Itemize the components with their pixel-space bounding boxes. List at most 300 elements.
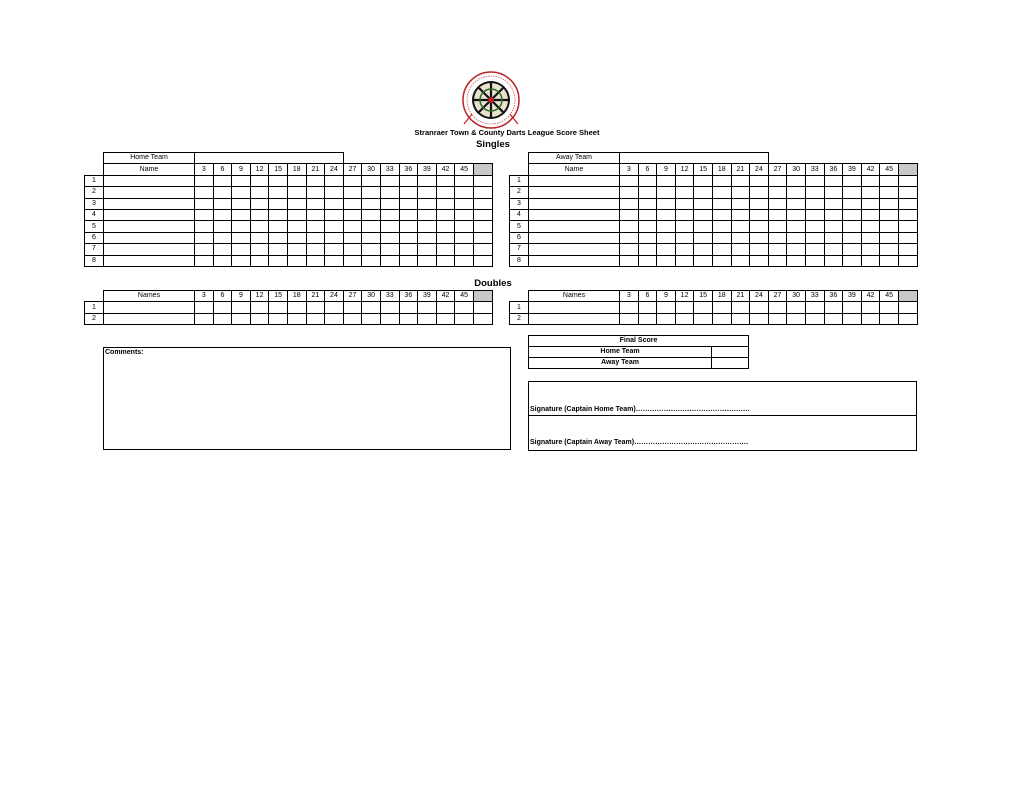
score-cell[interactable] xyxy=(418,313,437,324)
score-cell[interactable] xyxy=(306,244,325,255)
player-name-cell[interactable] xyxy=(529,255,620,266)
score-cell[interactable] xyxy=(455,209,474,220)
score-cell[interactable] xyxy=(731,302,750,313)
score-cell[interactable] xyxy=(325,221,344,232)
score-cell[interactable] xyxy=(843,209,862,220)
score-cell[interactable] xyxy=(712,302,731,313)
score-cell[interactable] xyxy=(269,175,288,186)
score-cell[interactable] xyxy=(250,255,269,266)
score-cell[interactable] xyxy=(824,302,843,313)
score-cell[interactable] xyxy=(380,198,399,209)
player-name-cell[interactable] xyxy=(104,302,195,313)
score-cell[interactable] xyxy=(306,198,325,209)
score-cell[interactable] xyxy=(620,302,639,313)
score-cell[interactable] xyxy=(657,175,676,186)
score-cell[interactable] xyxy=(306,175,325,186)
score-cell[interactable] xyxy=(325,244,344,255)
score-cell[interactable] xyxy=(843,244,862,255)
score-cell[interactable] xyxy=(843,187,862,198)
player-name-cell[interactable] xyxy=(529,232,620,243)
score-cell[interactable] xyxy=(787,209,806,220)
score-cell[interactable] xyxy=(787,187,806,198)
score-cell[interactable] xyxy=(843,198,862,209)
score-cell[interactable] xyxy=(694,302,713,313)
score-cell[interactable] xyxy=(399,175,418,186)
score-cell[interactable] xyxy=(213,187,232,198)
score-cell[interactable] xyxy=(232,232,251,243)
score-cell[interactable] xyxy=(712,187,731,198)
score-cell[interactable] xyxy=(750,221,769,232)
score-cell[interactable] xyxy=(269,255,288,266)
score-cell[interactable] xyxy=(325,313,344,324)
score-cell[interactable] xyxy=(675,232,694,243)
score-cell[interactable] xyxy=(232,221,251,232)
score-cell[interactable] xyxy=(213,209,232,220)
score-cell[interactable] xyxy=(861,187,880,198)
score-cell[interactable] xyxy=(343,255,362,266)
player-name-cell[interactable] xyxy=(104,244,195,255)
score-cell[interactable] xyxy=(657,232,676,243)
score-cell[interactable] xyxy=(620,255,639,266)
score-cell[interactable] xyxy=(380,209,399,220)
away-team-name-field[interactable] xyxy=(620,153,769,164)
score-cell[interactable] xyxy=(824,187,843,198)
total-cell[interactable] xyxy=(473,313,492,324)
score-cell[interactable] xyxy=(362,209,381,220)
score-cell[interactable] xyxy=(418,302,437,313)
score-cell[interactable] xyxy=(694,313,713,324)
score-cell[interactable] xyxy=(287,244,306,255)
score-cell[interactable] xyxy=(399,198,418,209)
score-cell[interactable] xyxy=(620,209,639,220)
score-cell[interactable] xyxy=(343,221,362,232)
score-cell[interactable] xyxy=(418,232,437,243)
score-cell[interactable] xyxy=(805,221,824,232)
total-cell[interactable] xyxy=(473,209,492,220)
score-cell[interactable] xyxy=(343,232,362,243)
score-cell[interactable] xyxy=(380,175,399,186)
score-cell[interactable] xyxy=(861,209,880,220)
total-cell[interactable] xyxy=(898,302,917,313)
score-cell[interactable] xyxy=(712,175,731,186)
score-cell[interactable] xyxy=(843,232,862,243)
score-cell[interactable] xyxy=(787,232,806,243)
score-cell[interactable] xyxy=(787,175,806,186)
score-cell[interactable] xyxy=(731,221,750,232)
score-cell[interactable] xyxy=(399,209,418,220)
score-cell[interactable] xyxy=(638,232,657,243)
score-cell[interactable] xyxy=(232,255,251,266)
score-cell[interactable] xyxy=(250,302,269,313)
score-cell[interactable] xyxy=(269,198,288,209)
score-cell[interactable] xyxy=(213,244,232,255)
score-cell[interactable] xyxy=(250,175,269,186)
score-cell[interactable] xyxy=(712,209,731,220)
score-cell[interactable] xyxy=(362,221,381,232)
score-cell[interactable] xyxy=(418,187,437,198)
total-cell[interactable] xyxy=(473,198,492,209)
score-cell[interactable] xyxy=(694,232,713,243)
score-cell[interactable] xyxy=(455,232,474,243)
score-cell[interactable] xyxy=(436,198,455,209)
score-cell[interactable] xyxy=(287,175,306,186)
score-cell[interactable] xyxy=(380,187,399,198)
score-cell[interactable] xyxy=(750,198,769,209)
score-cell[interactable] xyxy=(306,209,325,220)
score-cell[interactable] xyxy=(436,209,455,220)
score-cell[interactable] xyxy=(657,244,676,255)
score-cell[interactable] xyxy=(399,255,418,266)
score-cell[interactable] xyxy=(455,198,474,209)
score-cell[interactable] xyxy=(880,302,899,313)
score-cell[interactable] xyxy=(787,244,806,255)
score-cell[interactable] xyxy=(768,175,787,186)
score-cell[interactable] xyxy=(232,244,251,255)
score-cell[interactable] xyxy=(880,244,899,255)
score-cell[interactable] xyxy=(306,313,325,324)
score-cell[interactable] xyxy=(750,302,769,313)
score-cell[interactable] xyxy=(232,313,251,324)
score-cell[interactable] xyxy=(768,187,787,198)
score-cell[interactable] xyxy=(657,209,676,220)
score-cell[interactable] xyxy=(436,302,455,313)
score-cell[interactable] xyxy=(805,209,824,220)
player-name-cell[interactable] xyxy=(104,232,195,243)
score-cell[interactable] xyxy=(195,232,214,243)
score-cell[interactable] xyxy=(325,175,344,186)
score-cell[interactable] xyxy=(380,232,399,243)
score-cell[interactable] xyxy=(455,302,474,313)
score-cell[interactable] xyxy=(418,244,437,255)
score-cell[interactable] xyxy=(694,209,713,220)
score-cell[interactable] xyxy=(675,221,694,232)
score-cell[interactable] xyxy=(843,313,862,324)
total-cell[interactable] xyxy=(898,244,917,255)
score-cell[interactable] xyxy=(694,198,713,209)
score-cell[interactable] xyxy=(861,255,880,266)
score-cell[interactable] xyxy=(712,255,731,266)
score-cell[interactable] xyxy=(269,209,288,220)
score-cell[interactable] xyxy=(657,255,676,266)
score-cell[interactable] xyxy=(418,209,437,220)
score-cell[interactable] xyxy=(750,187,769,198)
score-cell[interactable] xyxy=(399,232,418,243)
score-cell[interactable] xyxy=(399,221,418,232)
total-cell[interactable] xyxy=(898,255,917,266)
score-cell[interactable] xyxy=(861,221,880,232)
score-cell[interactable] xyxy=(455,187,474,198)
total-cell[interactable] xyxy=(473,187,492,198)
score-cell[interactable] xyxy=(195,209,214,220)
score-cell[interactable] xyxy=(620,175,639,186)
player-name-cell[interactable] xyxy=(529,244,620,255)
score-cell[interactable] xyxy=(638,221,657,232)
score-cell[interactable] xyxy=(287,255,306,266)
score-cell[interactable] xyxy=(750,232,769,243)
score-cell[interactable] xyxy=(287,313,306,324)
score-cell[interactable] xyxy=(306,187,325,198)
score-cell[interactable] xyxy=(768,198,787,209)
score-cell[interactable] xyxy=(731,175,750,186)
score-cell[interactable] xyxy=(824,244,843,255)
score-cell[interactable] xyxy=(436,255,455,266)
score-cell[interactable] xyxy=(638,255,657,266)
score-cell[interactable] xyxy=(287,232,306,243)
score-cell[interactable] xyxy=(657,187,676,198)
score-cell[interactable] xyxy=(455,175,474,186)
score-cell[interactable] xyxy=(712,232,731,243)
comments-box[interactable] xyxy=(103,347,511,450)
score-cell[interactable] xyxy=(195,313,214,324)
score-cell[interactable] xyxy=(620,313,639,324)
score-cell[interactable] xyxy=(287,209,306,220)
total-cell[interactable] xyxy=(898,187,917,198)
score-cell[interactable] xyxy=(269,187,288,198)
score-cell[interactable] xyxy=(380,255,399,266)
score-cell[interactable] xyxy=(250,232,269,243)
score-cell[interactable] xyxy=(436,232,455,243)
player-name-cell[interactable] xyxy=(529,187,620,198)
score-cell[interactable] xyxy=(638,175,657,186)
score-cell[interactable] xyxy=(213,175,232,186)
score-cell[interactable] xyxy=(880,198,899,209)
score-cell[interactable] xyxy=(343,198,362,209)
score-cell[interactable] xyxy=(380,313,399,324)
score-cell[interactable] xyxy=(787,221,806,232)
score-cell[interactable] xyxy=(325,209,344,220)
total-cell[interactable] xyxy=(473,302,492,313)
score-cell[interactable] xyxy=(750,313,769,324)
score-cell[interactable] xyxy=(306,221,325,232)
score-cell[interactable] xyxy=(675,244,694,255)
score-cell[interactable] xyxy=(620,232,639,243)
score-cell[interactable] xyxy=(418,175,437,186)
score-cell[interactable] xyxy=(287,221,306,232)
score-cell[interactable] xyxy=(861,175,880,186)
score-cell[interactable] xyxy=(195,187,214,198)
total-cell[interactable] xyxy=(898,313,917,324)
score-cell[interactable] xyxy=(675,198,694,209)
score-cell[interactable] xyxy=(418,198,437,209)
score-cell[interactable] xyxy=(232,187,251,198)
score-cell[interactable] xyxy=(787,198,806,209)
score-cell[interactable] xyxy=(787,313,806,324)
score-cell[interactable] xyxy=(213,313,232,324)
score-cell[interactable] xyxy=(232,302,251,313)
player-name-cell[interactable] xyxy=(104,175,195,186)
score-cell[interactable] xyxy=(620,221,639,232)
score-cell[interactable] xyxy=(250,209,269,220)
score-cell[interactable] xyxy=(269,244,288,255)
score-cell[interactable] xyxy=(805,187,824,198)
score-cell[interactable] xyxy=(675,255,694,266)
player-name-cell[interactable] xyxy=(104,187,195,198)
score-cell[interactable] xyxy=(436,244,455,255)
score-cell[interactable] xyxy=(362,187,381,198)
score-cell[interactable] xyxy=(805,302,824,313)
score-cell[interactable] xyxy=(712,313,731,324)
score-cell[interactable] xyxy=(380,244,399,255)
score-cell[interactable] xyxy=(213,221,232,232)
score-cell[interactable] xyxy=(768,313,787,324)
score-cell[interactable] xyxy=(880,221,899,232)
score-cell[interactable] xyxy=(455,244,474,255)
score-cell[interactable] xyxy=(694,175,713,186)
score-cell[interactable] xyxy=(638,302,657,313)
score-cell[interactable] xyxy=(731,232,750,243)
score-cell[interactable] xyxy=(325,187,344,198)
score-cell[interactable] xyxy=(287,302,306,313)
home-team-name-field[interactable] xyxy=(195,153,344,164)
score-cell[interactable] xyxy=(768,232,787,243)
player-name-cell[interactable] xyxy=(529,209,620,220)
score-cell[interactable] xyxy=(880,313,899,324)
score-cell[interactable] xyxy=(195,255,214,266)
score-cell[interactable] xyxy=(638,187,657,198)
score-cell[interactable] xyxy=(195,302,214,313)
score-cell[interactable] xyxy=(325,198,344,209)
score-cell[interactable] xyxy=(620,187,639,198)
score-cell[interactable] xyxy=(325,232,344,243)
score-cell[interactable] xyxy=(195,221,214,232)
score-cell[interactable] xyxy=(306,232,325,243)
score-cell[interactable] xyxy=(232,175,251,186)
score-cell[interactable] xyxy=(731,209,750,220)
score-cell[interactable] xyxy=(861,244,880,255)
score-cell[interactable] xyxy=(362,232,381,243)
score-cell[interactable] xyxy=(843,221,862,232)
away-captain-signature[interactable]: Signature (Captain Away Team)…………………………………………. xyxy=(530,439,749,446)
score-cell[interactable] xyxy=(861,302,880,313)
score-cell[interactable] xyxy=(380,302,399,313)
score-cell[interactable] xyxy=(362,198,381,209)
total-cell[interactable] xyxy=(898,198,917,209)
score-cell[interactable] xyxy=(399,313,418,324)
score-cell[interactable] xyxy=(269,232,288,243)
score-cell[interactable] xyxy=(436,313,455,324)
score-cell[interactable] xyxy=(750,209,769,220)
score-cell[interactable] xyxy=(195,244,214,255)
score-cell[interactable] xyxy=(380,221,399,232)
score-cell[interactable] xyxy=(731,244,750,255)
final-score-away-value[interactable] xyxy=(712,358,749,369)
score-cell[interactable] xyxy=(787,302,806,313)
score-cell[interactable] xyxy=(768,221,787,232)
score-cell[interactable] xyxy=(750,255,769,266)
score-cell[interactable] xyxy=(712,221,731,232)
score-cell[interactable] xyxy=(306,255,325,266)
score-cell[interactable] xyxy=(731,255,750,266)
score-cell[interactable] xyxy=(675,209,694,220)
score-cell[interactable] xyxy=(731,187,750,198)
score-cell[interactable] xyxy=(362,313,381,324)
score-cell[interactable] xyxy=(343,187,362,198)
score-cell[interactable] xyxy=(436,221,455,232)
score-cell[interactable] xyxy=(675,175,694,186)
score-cell[interactable] xyxy=(805,313,824,324)
player-name-cell[interactable] xyxy=(529,198,620,209)
score-cell[interactable] xyxy=(657,198,676,209)
score-cell[interactable] xyxy=(731,313,750,324)
home-captain-signature[interactable]: Signature (Captain Home Team)…………………………………………. xyxy=(530,406,750,413)
score-cell[interactable] xyxy=(712,198,731,209)
score-cell[interactable] xyxy=(250,187,269,198)
total-cell[interactable] xyxy=(898,232,917,243)
score-cell[interactable] xyxy=(362,302,381,313)
total-cell[interactable] xyxy=(473,232,492,243)
score-cell[interactable] xyxy=(362,255,381,266)
score-cell[interactable] xyxy=(399,187,418,198)
score-cell[interactable] xyxy=(250,313,269,324)
score-cell[interactable] xyxy=(269,221,288,232)
score-cell[interactable] xyxy=(880,175,899,186)
score-cell[interactable] xyxy=(436,175,455,186)
score-cell[interactable] xyxy=(250,244,269,255)
score-cell[interactable] xyxy=(861,313,880,324)
score-cell[interactable] xyxy=(213,198,232,209)
total-cell[interactable] xyxy=(473,244,492,255)
total-cell[interactable] xyxy=(898,175,917,186)
total-cell[interactable] xyxy=(898,221,917,232)
score-cell[interactable] xyxy=(805,244,824,255)
player-name-cell[interactable] xyxy=(104,198,195,209)
score-cell[interactable] xyxy=(306,302,325,313)
player-name-cell[interactable] xyxy=(104,221,195,232)
score-cell[interactable] xyxy=(213,255,232,266)
score-cell[interactable] xyxy=(250,221,269,232)
score-cell[interactable] xyxy=(213,302,232,313)
score-cell[interactable] xyxy=(455,221,474,232)
score-cell[interactable] xyxy=(213,232,232,243)
score-cell[interactable] xyxy=(455,313,474,324)
score-cell[interactable] xyxy=(824,175,843,186)
score-cell[interactable] xyxy=(880,232,899,243)
score-cell[interactable] xyxy=(805,232,824,243)
score-cell[interactable] xyxy=(657,302,676,313)
score-cell[interactable] xyxy=(750,175,769,186)
score-cell[interactable] xyxy=(787,255,806,266)
score-cell[interactable] xyxy=(343,209,362,220)
score-cell[interactable] xyxy=(824,221,843,232)
score-cell[interactable] xyxy=(250,198,269,209)
score-cell[interactable] xyxy=(343,175,362,186)
score-cell[interactable] xyxy=(768,244,787,255)
total-cell[interactable] xyxy=(473,175,492,186)
score-cell[interactable] xyxy=(325,302,344,313)
score-cell[interactable] xyxy=(620,198,639,209)
score-cell[interactable] xyxy=(824,209,843,220)
score-cell[interactable] xyxy=(824,198,843,209)
score-cell[interactable] xyxy=(861,198,880,209)
score-cell[interactable] xyxy=(287,187,306,198)
score-cell[interactable] xyxy=(455,255,474,266)
score-cell[interactable] xyxy=(638,209,657,220)
score-cell[interactable] xyxy=(694,244,713,255)
score-cell[interactable] xyxy=(768,302,787,313)
score-cell[interactable] xyxy=(712,244,731,255)
score-cell[interactable] xyxy=(694,187,713,198)
total-cell[interactable] xyxy=(898,209,917,220)
total-cell[interactable] xyxy=(473,221,492,232)
score-cell[interactable] xyxy=(418,255,437,266)
score-cell[interactable] xyxy=(675,187,694,198)
score-cell[interactable] xyxy=(436,187,455,198)
score-cell[interactable] xyxy=(805,198,824,209)
score-cell[interactable] xyxy=(843,302,862,313)
score-cell[interactable] xyxy=(399,244,418,255)
score-cell[interactable] xyxy=(638,313,657,324)
score-cell[interactable] xyxy=(768,209,787,220)
